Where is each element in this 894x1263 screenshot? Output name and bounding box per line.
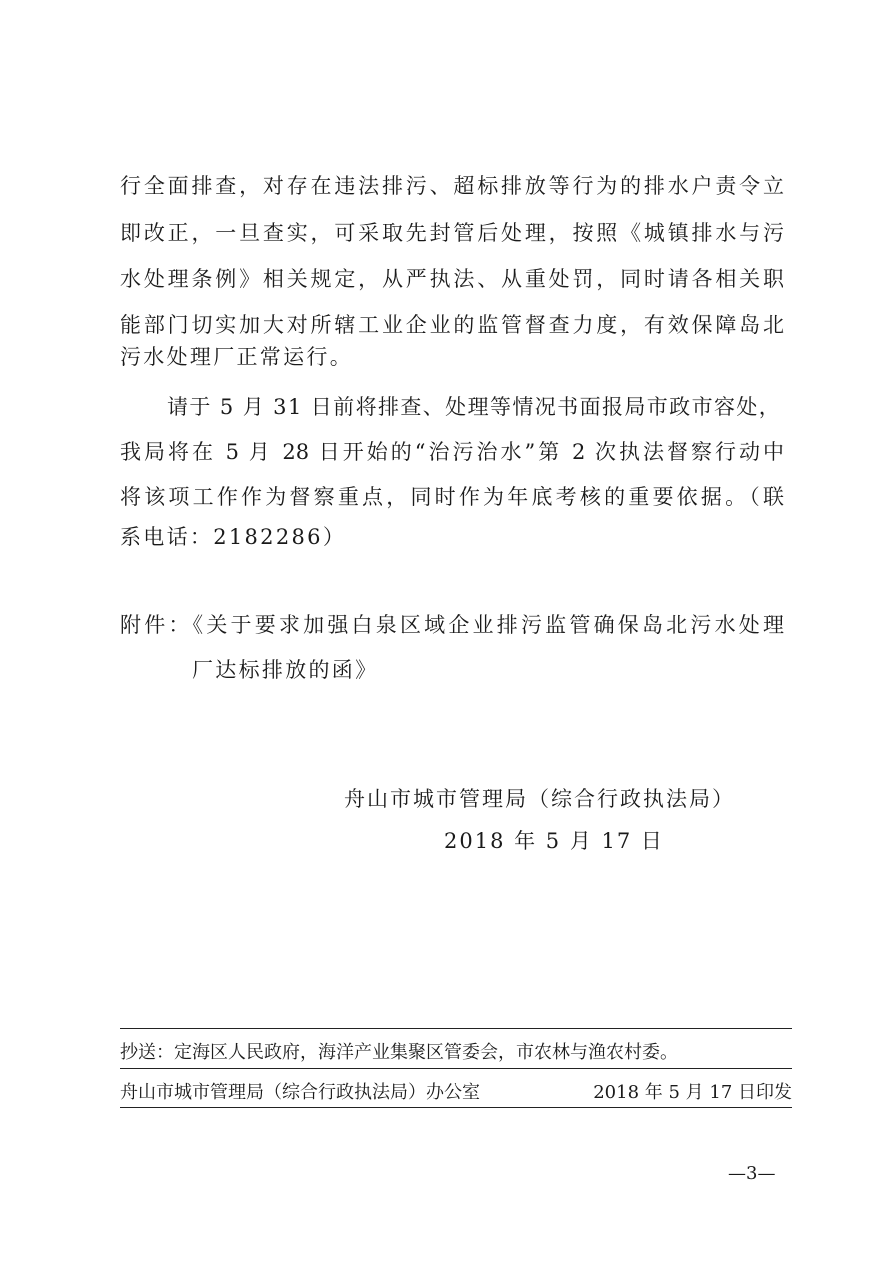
body-line: 行全面排查，对存在违法排污、超标排放等行为的排水户责令立 — [120, 174, 784, 198]
body-line: 将该项工作作为督察重点，同时作为年底考核的重要依据。（联 — [120, 485, 784, 509]
footer-rule-top — [120, 1028, 792, 1029]
body-line: 请于 5 月 31 日前将排查、处理等情况书面报局市政市容处， — [167, 395, 782, 419]
signature-date: 2018 年 5 月 17 日 — [444, 829, 664, 853]
issue-date: 2018 年 5 月 17 日印发 — [593, 1082, 792, 1103]
page-number: —3— — [728, 1163, 776, 1184]
body-line: 即改正，一旦查实，可采取先封管后处理，按照《城镇排水与污 — [120, 221, 784, 245]
body-line: 系电话：2182286） — [120, 525, 347, 549]
attachment-line: 厂达标排放的函》 — [192, 658, 379, 682]
cc-line: 抄送：定海区人民政府，海洋产业集聚区管委会，市农林与渔农村委。 — [120, 1042, 678, 1063]
body-line: 我局将在 5 月 28 日开始的“治污治水”第 2 次执法督察行动中 — [120, 440, 784, 464]
body-line: 污水处理厂正常运行。 — [120, 345, 353, 369]
attachment-line: 附件：《关于要求加强白泉区域企业排污监管确保岛北污水处理 — [120, 613, 784, 637]
footer-rule-bottom — [120, 1107, 792, 1108]
issuer-name: 舟山市城市管理局（综合行政执法局）办公室 — [120, 1082, 480, 1103]
issuer-row — [120, 1080, 792, 1106]
signature-org: 舟山市城市管理局（综合行政执法局） — [344, 787, 735, 811]
body-line: 水处理条例》相关规定，从严执法、从重处罚，同时请各相关职 — [120, 267, 784, 291]
body-line: 能部门切实加大对所辖工业企业的监管督查力度，有效保障岛北 — [120, 313, 784, 337]
footer-rule-middle — [120, 1068, 792, 1069]
